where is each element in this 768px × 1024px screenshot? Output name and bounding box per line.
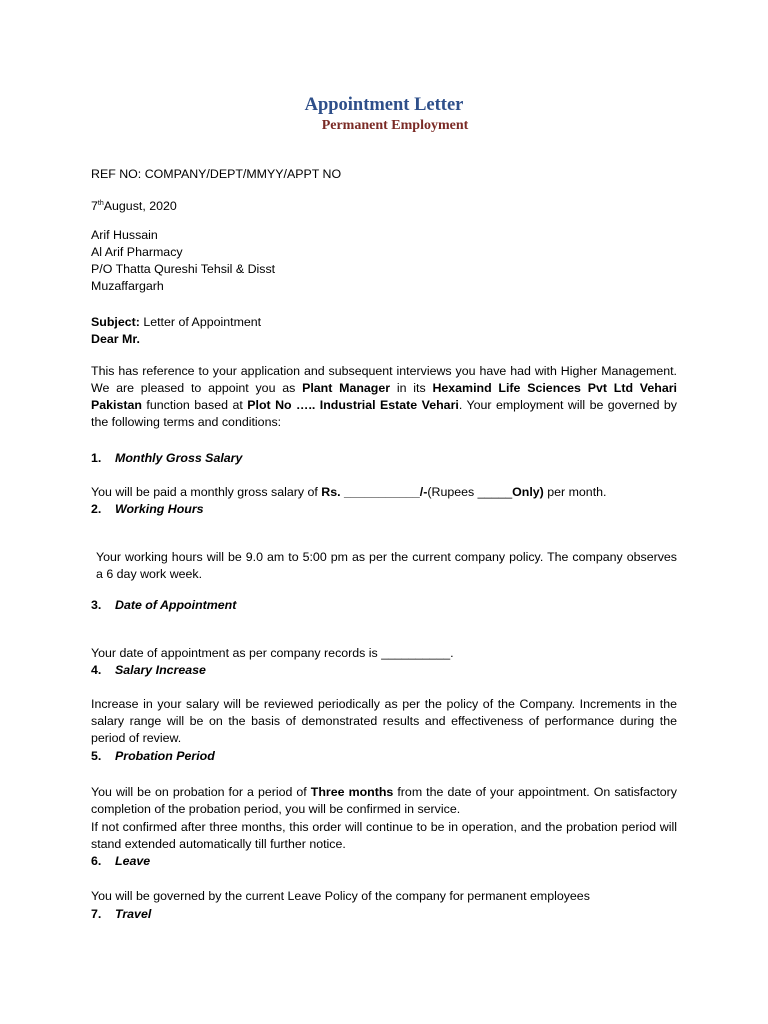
date-rest: August, 2020 <box>103 199 177 213</box>
section-heading <box>91 597 677 614</box>
section-number: 1. <box>91 451 102 465</box>
subject-label: Subject: <box>91 315 140 329</box>
section-title: Date of Appointment <box>115 598 237 612</box>
intro-paragraph: This has reference to your application and subsequent interviews you have had with Higher Management. We are pleased to appoint you as Plant Manager in its Hexamind Life Sciences Pvt Ltd Vehari Pakistan function based at Plot No ….. Industrial Estate Vehari. Your employment will be governed by the following terms and conditions: <box>91 364 677 429</box>
leave-paragraph: You will be governed by the current Leave Policy of the company for permanent employees <box>91 889 590 903</box>
appointment-date-paragraph: Your date of appointment as per company records is __________. <box>91 646 454 660</box>
letter-subtitle: Permanent Employment <box>321 118 469 133</box>
section-heading <box>91 501 677 518</box>
date-suffix: th <box>97 200 104 207</box>
section-heading <box>91 748 677 765</box>
section-number: 6. <box>91 854 102 868</box>
section-title: Probation Period <box>115 749 215 763</box>
subject-text: Letter of Appointment <box>139 315 262 329</box>
section-title: Working Hours <box>115 502 204 516</box>
section-number: 5. <box>91 749 102 763</box>
section-heading <box>91 662 677 679</box>
section-title: Monthly Gross Salary <box>115 451 243 465</box>
salary-paragraph: You will be paid a monthly gross salary of Rs. ___________/-(Rupees _____Only) per month. <box>91 485 607 499</box>
reference-number: REF NO: COMPANY/DEPT/MMYY/APPT NO <box>91 167 342 181</box>
probation-extension-paragraph: If not confirmed after three months, this order will continue to be in operation, and the probation period will stand extended automatically till further notice. <box>91 820 677 851</box>
section-number: 2. <box>91 502 102 516</box>
section-title: Leave <box>115 854 151 868</box>
section-heading <box>91 906 677 923</box>
section-number: 7. <box>91 907 102 921</box>
address-line: Al Arif Pharmacy <box>91 245 183 259</box>
probation-paragraph: You will be on probation for a period of Three months from the date of your appointment. On satisfactory completion of the probation period, you will be confirmed in service. <box>91 785 677 816</box>
section-heading <box>91 853 677 870</box>
section-title: Salary Increase <box>115 663 206 677</box>
increase-paragraph: Increase in your salary will be reviewed periodically as per the policy of the Company. Increments in the salary range will be on the basis of demonstrated results and effectiveness of performance during the period of review. <box>91 697 677 745</box>
subject-line <box>91 314 677 331</box>
hours-paragraph: Your working hours will be 9.0 am to 5:00 pm as per the current company policy. The company observes a 6 day work week. <box>96 550 677 581</box>
letter-title: Appointment Letter <box>304 95 464 115</box>
address-line: Muzaffargarh <box>91 279 164 293</box>
section-title: Travel <box>115 907 152 921</box>
recipient-address <box>91 227 677 295</box>
section-number: 4. <box>91 663 102 677</box>
section-heading <box>91 450 677 467</box>
letter-date <box>91 198 677 215</box>
address-line: Arif Hussain <box>91 228 158 242</box>
salutation: Dear Mr. <box>91 332 140 346</box>
address-line: P/O Thatta Qureshi Tehsil & Disst <box>91 262 276 276</box>
section-number: 3. <box>91 598 102 612</box>
date-day: 7 <box>91 199 98 213</box>
